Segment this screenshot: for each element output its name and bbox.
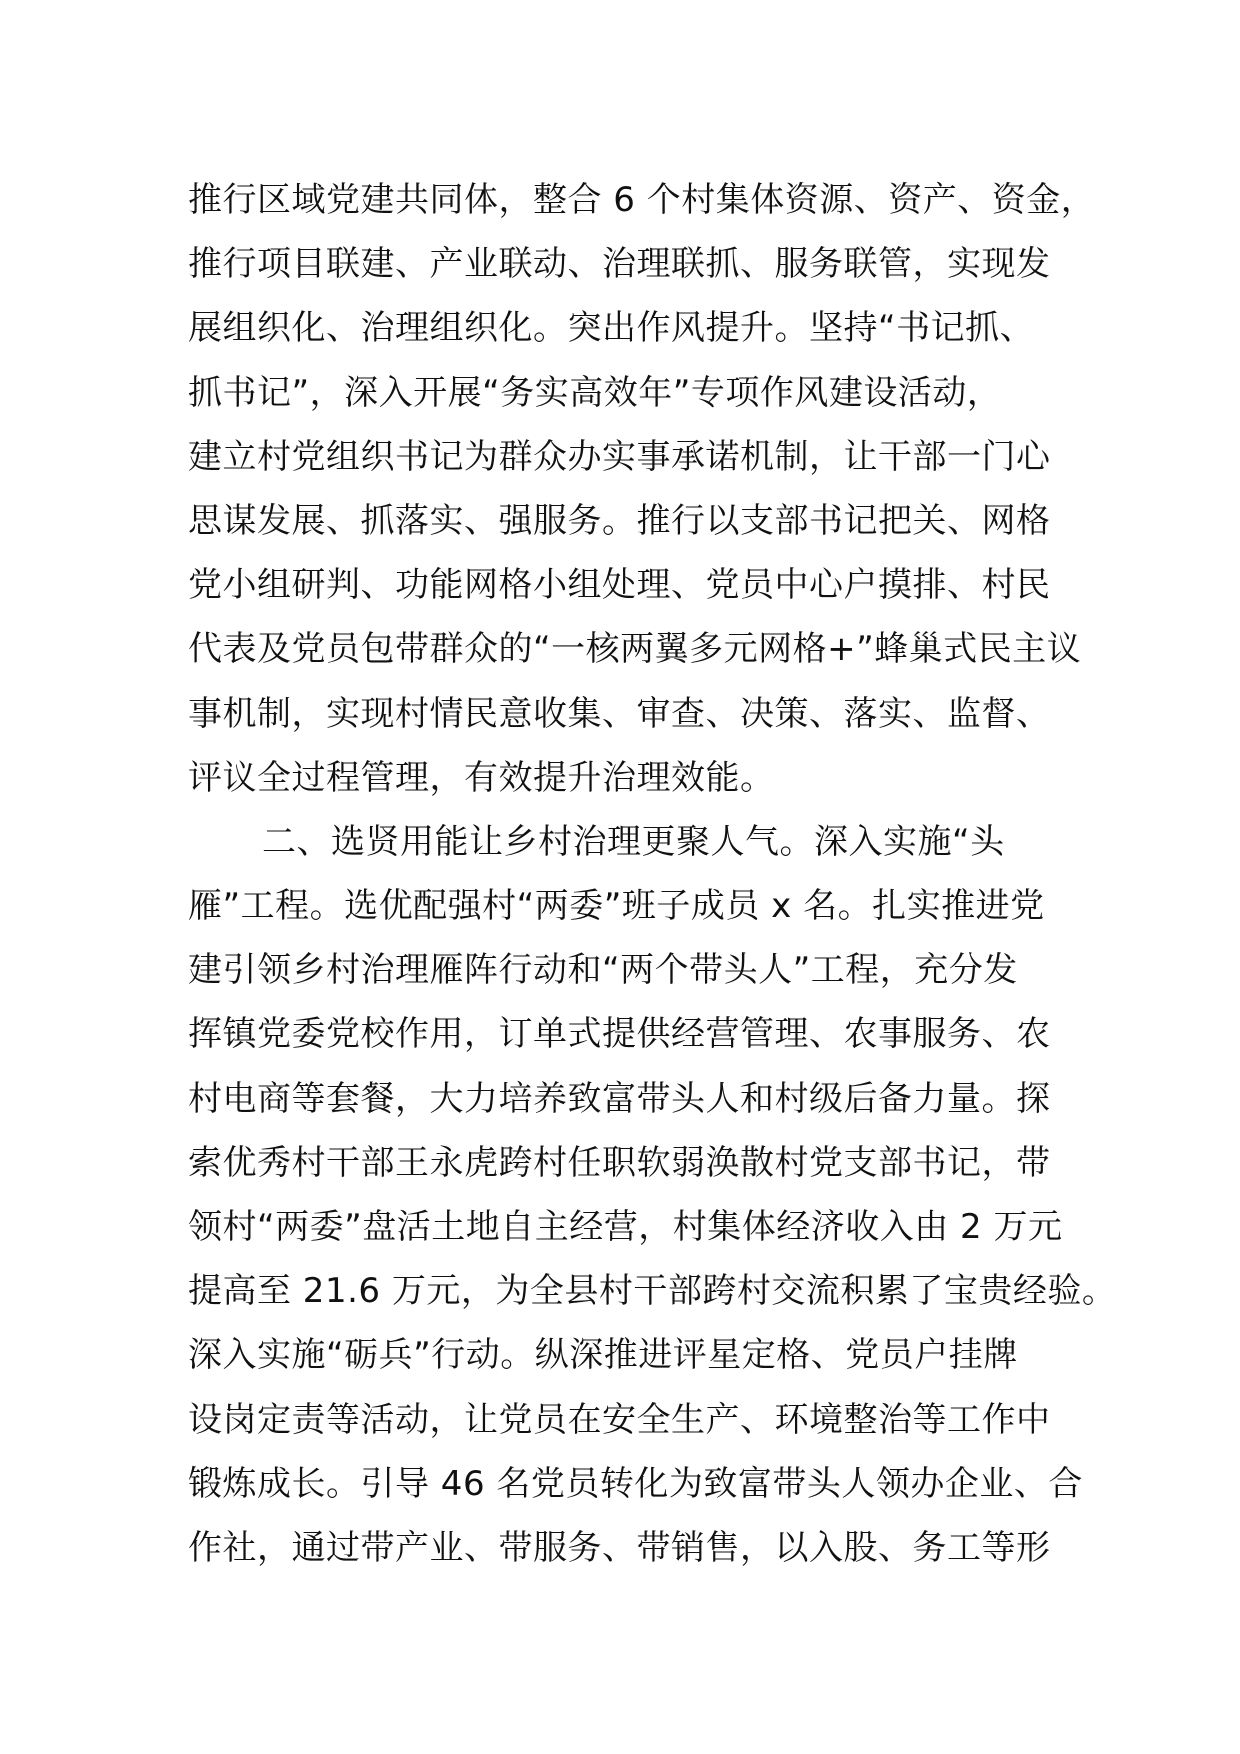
text-line: 领村“两委”盘活土地自主经营，村集体经济收入由 2 万元 xyxy=(188,1207,1063,1247)
body-text xyxy=(188,168,1117,1580)
text-line: 建引领乡村治理雁阵行动和“两个带头人”工程，充分发 xyxy=(188,950,1018,991)
text-line: 展组织化、治理组织化。突出作风提升。坚持“书记抓、 xyxy=(188,308,1035,349)
text-line: 锻炼成长。引导 46 名党员转化为致富带头人领办企业、合 xyxy=(188,1463,1083,1504)
text-line: 村电商等套餐，大力培养致富带头人和村级后备力量。探 xyxy=(188,1078,1051,1119)
text-line: 事机制，实现村情民意收集、审查、决策、落实、监督、 xyxy=(188,693,1051,734)
text-line: 作社，通过带产业、带服务、带销售，以入股、务工等形 xyxy=(188,1527,1051,1568)
text-line: 设岗定责等活动，让党员在安全生产、环境整治等工作中 xyxy=(188,1399,1051,1440)
text-line: 提高至 21.6 万元，为全县村干部跨村交流积累了宝贵经验。 xyxy=(188,1271,1117,1312)
text-line: 抓书记”，深入开展“务实高效年”专项作风建设活动， xyxy=(188,372,1002,413)
text-line: 代表及党员包带群众的“一核两翼多元网格+”蜂巢式民主议 xyxy=(188,629,1082,670)
text-line: 推行区域党建共同体，整合 6 个村集体资源、资产、资金， xyxy=(188,180,1096,220)
text-line: 推行项目联建、产业联动、治理联抓、服务联管，实现发 xyxy=(188,244,1051,285)
text-line: 建立村党组织书记为群众办实事承诺机制，让干部一门心 xyxy=(188,436,1051,477)
text-line: 评议全过程管理，有效提升治理效能。 xyxy=(188,757,775,798)
text-line: 思谋发展、抓落实、强服务。推行以支部书记把关、网格 xyxy=(188,500,1051,541)
text-line: 雁”工程。选优配强村“两委”班子成员 x 名。扎实推进党 xyxy=(188,886,1045,927)
text-line: 深入实施“砺兵”行动。纵深推进评星定格、党员户挂牌 xyxy=(188,1335,1018,1376)
text-line: 挥镇党委党校作用，订单式提供经营管理、农事服务、农 xyxy=(188,1014,1051,1055)
section-heading-line: 二、选贤用能让乡村治理更聚人气。深入实施“头 xyxy=(262,821,1005,862)
text-line: 索优秀村干部王永虎跨村任职软弱涣散村党支部书记，带 xyxy=(188,1142,1051,1183)
text-line: 党小组研判、功能网格小组处理、党员中心户摸排、村民 xyxy=(188,565,1051,606)
